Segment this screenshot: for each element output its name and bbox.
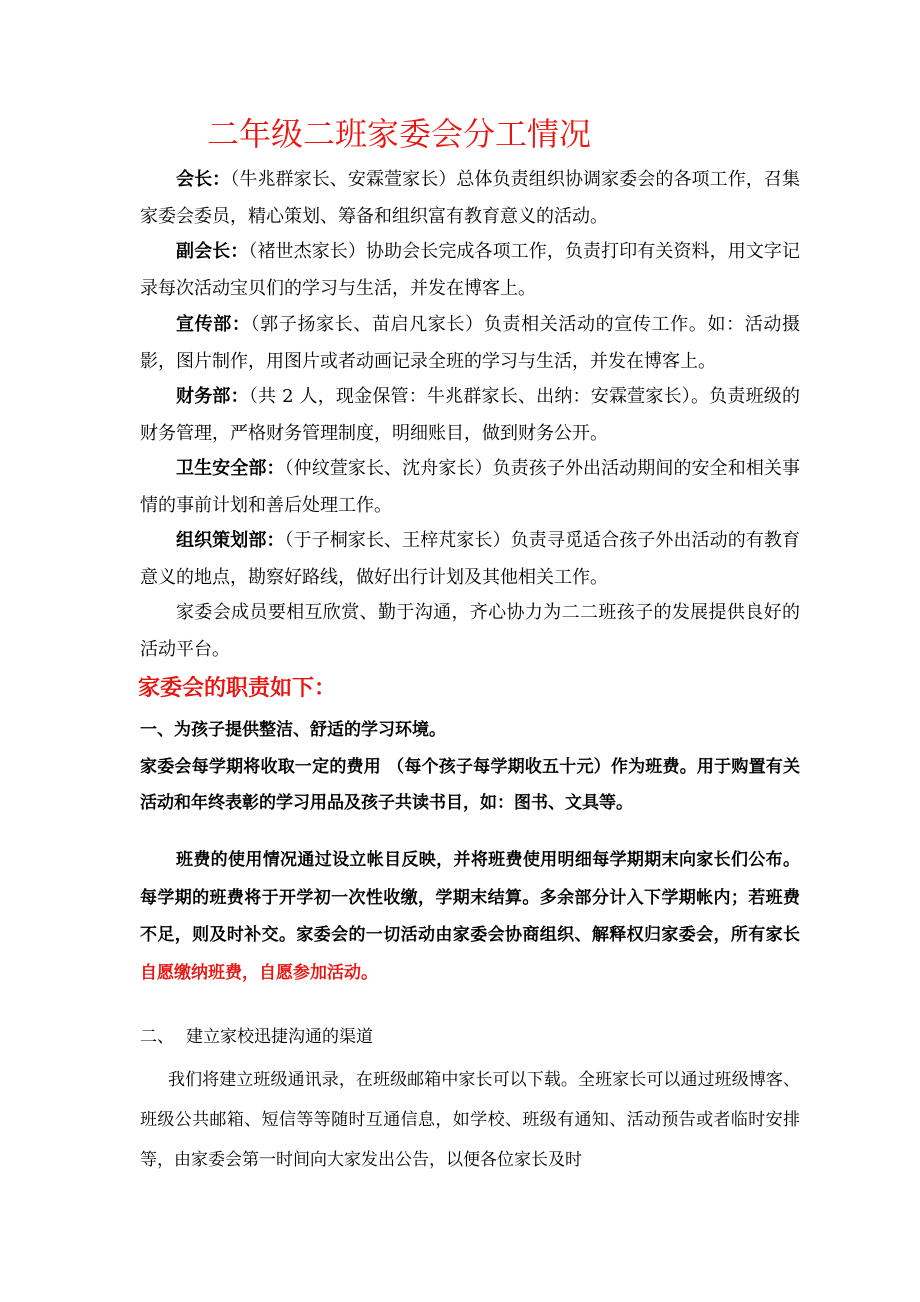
role-label: 财务部： (176, 386, 249, 407)
duty2-heading (140, 1020, 373, 1054)
section-number: 二、 (140, 1027, 174, 1047)
duty1-usage-text (140, 842, 800, 992)
usage-text: 班费的使用情况通过设立帐目反映，并将班费使用明细每学期期末向家长们公布。每学期的班费将于开学初一次性收缴，学期末结算。多余部分计入下学期帐内；若班费不足，则及时补交。家委会的一切活动由家委会协商组织、解释权归家委会，所有家长 (140, 850, 800, 945)
role-description: （于子桐家长、王梓芃家长）负责寻觅适合孩子外出活动的有教育意义的地点，勘察好路线，做好出行计划及其他相关工作。 (140, 530, 800, 588)
voluntary-notice: 自愿缴纳班费，自愿参加活动。 (140, 962, 378, 983)
role-description: （褚世杰家长）协助会长完成各项工作，负责打印有关资料，用文字记录每次活动宝贝们的学习与生活，并发在博客上。 (140, 241, 801, 299)
closing-paragraph: 家委会成员要相互欣赏、勤于沟通，齐心协力为二二班孩子的发展提供良好的活动平台。 (140, 602, 800, 660)
role-label: 宣传部： (176, 314, 251, 335)
duty1-fee-text: 家委会每学期将收取一定的费用 （每个孩子每学期收五十元）作为班费。用于购置有关活动和年终表彰的学习用品及孩子共读书目，如：图书、文具等。 (140, 757, 800, 813)
role-planning (140, 523, 800, 596)
role-label: 副会长： (176, 241, 249, 262)
role-label: 卫生安全部： (176, 458, 285, 479)
role-publicity (140, 307, 800, 380)
role-label: 会长： (176, 169, 231, 190)
role-description: （郭子扬家长、苗启凡家长）负责相关活动的宣传工作。如：活动摄影，图片制作，用图片或者动画记录全班的学习与生活，并发在博客上。 (140, 314, 800, 372)
role-label: 组织策划部： (176, 530, 285, 551)
role-safety (140, 451, 800, 524)
document-title: 二年级二班家委会分工情况 (207, 115, 592, 153)
duties-heading: 家委会的职责如下： (138, 676, 337, 701)
section-title: 建立家校迅捷沟通的渠道 (186, 1027, 373, 1047)
role-description: （共 2 人，现金保管：牛兆群家长、出纳：安霖萱家长）。负责班级的财务管理，严格财务管理制度，明细账目，做到财务公开。 (140, 386, 800, 444)
duty1-heading: 一、为孩子提供整洁、舒适的学习环境。 (140, 720, 446, 740)
role-vice-president (140, 234, 800, 307)
duty2-text: 我们将建立班级通讯录，在班级邮箱中家长可以下载。全班家长可以通过班级博客、班级公共邮箱、短信等等随时互通信息，如学校、班级有通知、活动预告或者临时安排等，由家委会第一时间向大家发出公告，以便各位家长及时 (140, 1070, 800, 1170)
role-description: （牛兆群家长、安霖萱家长）总体负责组织协调家委会的各项工作，召集家委会委员，精心策划、筹备和组织富有教育意义的活动。 (140, 169, 800, 227)
role-president (140, 162, 800, 235)
role-finance (140, 379, 800, 452)
role-description: （仲纹萱家长、沈舟家长）负责孩子外出活动期间的安全和相关事情的事前计划和善后处理工作。 (140, 458, 800, 516)
